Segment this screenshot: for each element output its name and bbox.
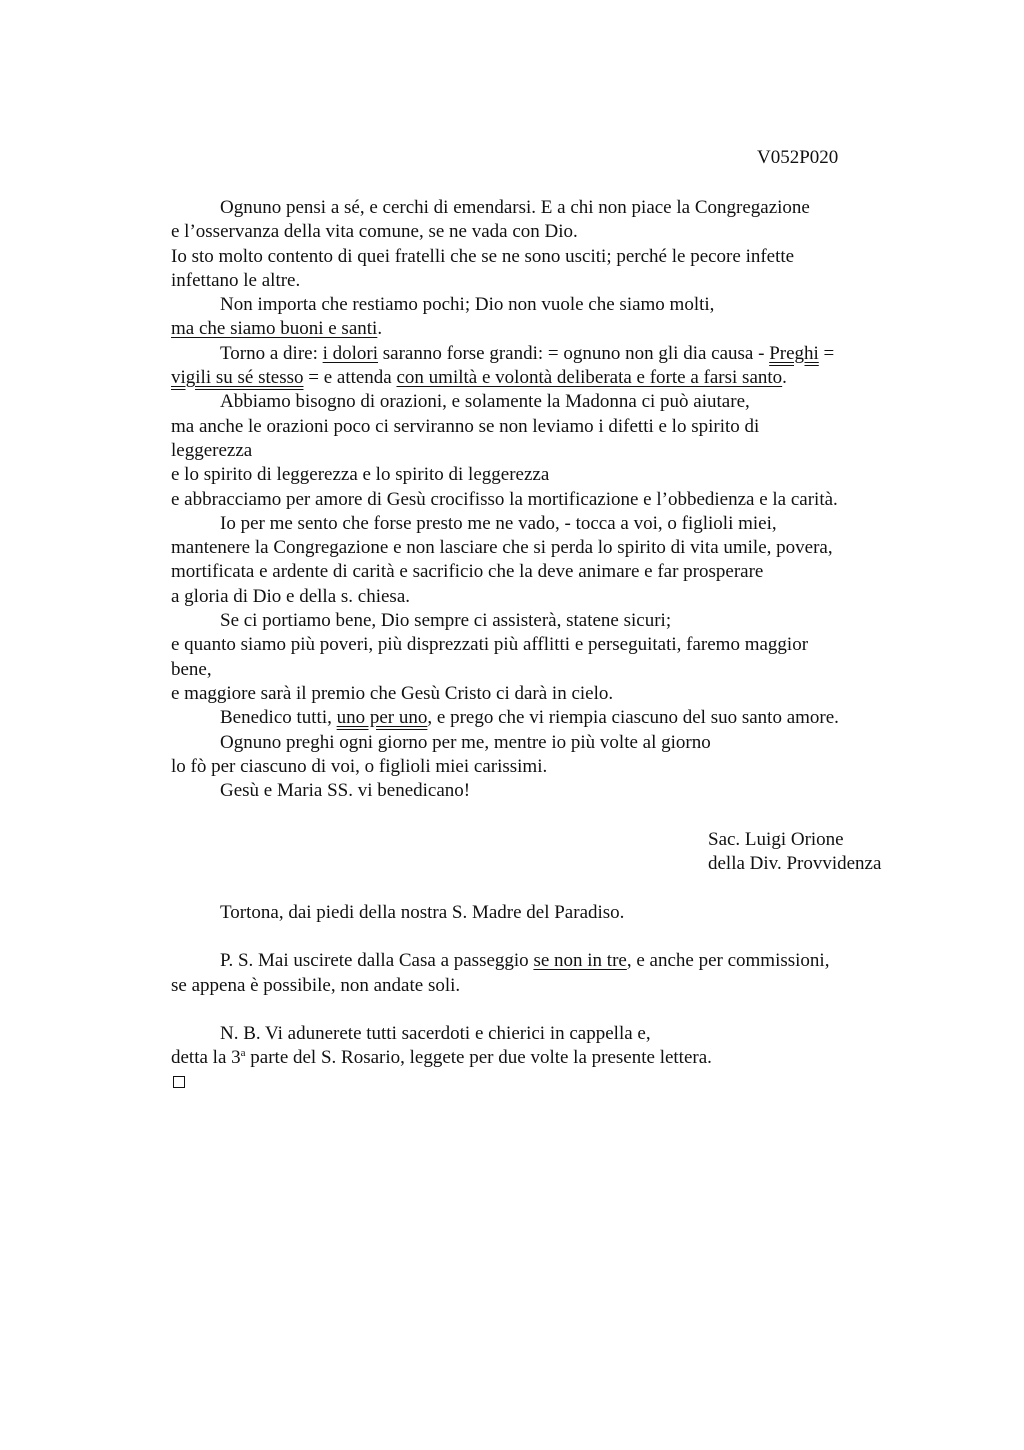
text-fragment: . xyxy=(782,367,787,389)
blank-line xyxy=(171,803,911,827)
letter-body xyxy=(171,196,911,1095)
text-line: Ognuno preghi ogni giorno per me, mentre io più volte al giorno xyxy=(220,731,711,753)
text-fragment: , e prego che vi riempia ciascuno del suo santo amore. xyxy=(427,707,839,729)
text-line: mortificata e ardente di carità e sacrificio che la deve animare e far prosperare xyxy=(171,561,764,583)
text-line xyxy=(171,706,911,730)
double-underlined-text: uno per uno xyxy=(336,707,428,729)
text-line: Abbiamo bisogno di orazioni, e solamente la Madonna ci può aiutare, xyxy=(220,391,750,413)
text-fragment: = e attenda xyxy=(303,367,397,389)
nota-bene-line: N. B. Vi adunerete tutti sacerdoti e chierici in cappella e, xyxy=(220,1023,651,1045)
text-line: Non importa che restiamo pochi; Dio non vuole che siamo molti, xyxy=(220,294,715,316)
postscript-line: se appena è possibile, non andate soli. xyxy=(171,974,461,996)
text-line: e maggiore sarà il premio che Gesù Cristo ci darà in cielo. xyxy=(171,682,614,704)
blank-line xyxy=(171,925,911,949)
text-fragment: Torno a dire: xyxy=(220,342,323,364)
text-line: Io per me sento che forse presto me ne vado, - tocca a voi, o figlioli miei, xyxy=(220,512,777,534)
text-line: mantenere la Congregazione e non lasciare che si perda lo spirito di vita umile, povera, xyxy=(171,537,833,559)
text-line: Se ci portiamo bene, Dio sempre ci assisterà, statene sicuri; xyxy=(220,610,672,632)
text-line xyxy=(171,342,911,366)
text-line: infettano le altre. xyxy=(171,269,301,291)
double-underlined-text: vigili su sé stesso xyxy=(171,367,304,389)
text-fragment: = xyxy=(818,342,835,364)
text-line xyxy=(171,366,911,390)
text-fragment: Benedico tutti, xyxy=(220,707,337,729)
text-fragment: detta la 3 xyxy=(171,1047,241,1069)
text-line: Io sto molto contento di quei fratelli che se ne sono usciti; perché le pecore infette xyxy=(171,245,795,267)
nota-bene-line xyxy=(171,1046,911,1070)
text-line: Ognuno pensi a sé, e cerchi di emendarsi. E a chi non piace la Congregazione xyxy=(220,197,810,218)
signature-name: Sac. Luigi Orione xyxy=(708,828,844,850)
text-line: e lo spirito di leggerezza e lo spirito di leggerezza xyxy=(171,464,550,486)
superscript: a xyxy=(240,1047,246,1060)
text-line xyxy=(171,1071,911,1095)
underlined-text: se non in tre xyxy=(533,950,627,972)
text-line: lo fò per ciascuno di voi, o figlioli miei carissimi. xyxy=(171,755,548,777)
signature-title: della Div. Provvidenza xyxy=(708,853,882,875)
text-fragment: parte del S. Rosario, leggete per due volte la presente lettera. xyxy=(245,1047,712,1069)
blank-line xyxy=(171,998,911,1022)
text-fragment: saranno forse grandi: = ognuno non gli dia causa - xyxy=(378,342,770,364)
text-fragment: P. S. Mai uscirete dalla Casa a passeggio xyxy=(220,950,534,972)
text-line: ma anche le orazioni poco ci serviranno se non leviamo i difetti e lo spirito di xyxy=(171,415,760,437)
text-fragment: . xyxy=(377,318,383,340)
underlined-text: con umiltà e volontà deliberata e forte a farsi santo xyxy=(396,367,783,389)
underlined-text: i dolori xyxy=(322,342,379,364)
blank-line xyxy=(171,876,911,900)
text-line xyxy=(171,317,911,341)
text-line: Gesù e Maria SS. vi benedicano! xyxy=(220,780,471,802)
text-line: leggerezza xyxy=(171,439,253,461)
text-line: a gloria di Dio e della s. chiesa. xyxy=(171,585,411,607)
double-underlined-text: Preghi xyxy=(769,342,819,364)
text-fragment: , e anche per commissioni, xyxy=(626,950,830,972)
text-line: e abbracciamo per amore di Gesù crocifisso la mortificazione e l’obbedienza e la carità. xyxy=(171,488,838,510)
text-line: bene, xyxy=(171,658,212,680)
text-line: e l’osservanza della vita comune, se ne vada con Dio. xyxy=(171,221,578,243)
text-line: e quanto siamo più poveri, più disprezzati più afflitti e perseguitati, faremo maggior xyxy=(171,634,809,656)
underlined-text: ma che siamo buoni e santi xyxy=(171,318,378,340)
document-id: V052P020 xyxy=(757,147,839,168)
postscript-line xyxy=(171,949,911,973)
square-box-icon xyxy=(173,1076,185,1088)
place-line: Tortona, dai piedi della nostra S. Madre del Paradiso. xyxy=(220,901,625,923)
